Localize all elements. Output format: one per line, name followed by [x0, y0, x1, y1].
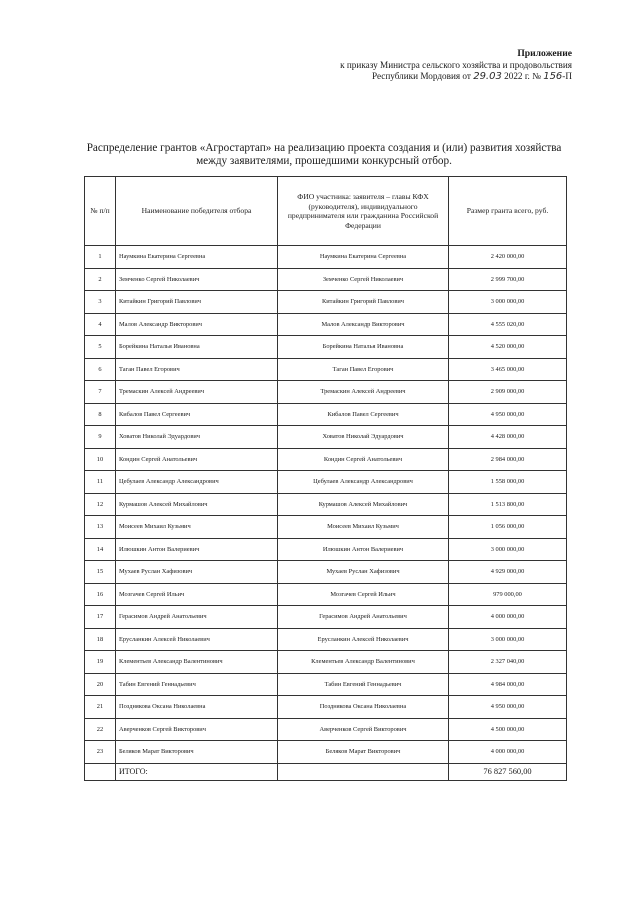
row-num: 2: [85, 268, 116, 291]
row-grant-amount: 2 327 040,00: [449, 651, 567, 674]
appendix-title: Приложение: [517, 48, 572, 59]
row-participant-fio: Цебулаев Александр Александрович: [278, 471, 449, 494]
row-grant-amount: 4 428 000,00: [449, 426, 567, 449]
row-grant-amount: 4 950 000,00: [449, 403, 567, 426]
row-grant-amount: 4 929 000,00: [449, 561, 567, 584]
table-row: [85, 313, 567, 336]
table-row: [85, 268, 567, 291]
row-num: 16: [85, 583, 116, 606]
row-winner-name: Цебулаев Александр Александрович: [116, 471, 278, 494]
table-row: [85, 493, 567, 516]
total-fio-cell: [278, 763, 449, 780]
row-winner-name: Клементьев Александр Валентинович: [116, 651, 278, 674]
row-participant-fio: Беляков Марат Викторович: [278, 741, 449, 764]
header-name: Наименование победителя отбора: [116, 177, 278, 246]
row-grant-amount: 4 950 000,00: [449, 696, 567, 719]
table-row: [85, 606, 567, 629]
row-participant-fio: Мозгачев Сергей Ильич: [278, 583, 449, 606]
table-row: [85, 403, 567, 426]
row-num: 12: [85, 493, 116, 516]
table-row: [85, 291, 567, 314]
row-participant-fio: Аверченков Сергей Викторович: [278, 718, 449, 741]
row-participant-fio: Ерусланкин Алексей Николаевич: [278, 628, 449, 651]
table-row: [85, 246, 567, 269]
row-participant-fio: Малов Александр Викторович: [278, 313, 449, 336]
row-grant-amount: 3 465 000,00: [449, 358, 567, 381]
row-participant-fio: Кондин Сергей Анатольевич: [278, 448, 449, 471]
row-participant-fio: Таган Павел Егорович: [278, 358, 449, 381]
heading-line-2: между заявителями, прошедшими конкурсный отбор.: [196, 155, 452, 167]
row-num: 5: [85, 336, 116, 359]
appendix-order-line: к приказу Министра сельского хозяйства и продовольствия: [340, 59, 572, 70]
row-winner-name: Борейкина Наталья Ивановна: [116, 336, 278, 359]
row-grant-amount: 979 000,00: [449, 583, 567, 606]
appendix-year-text: 2022 г. №: [504, 71, 541, 81]
row-num: 6: [85, 358, 116, 381]
row-num: 1: [85, 246, 116, 269]
row-num: 18: [85, 628, 116, 651]
table-row: [85, 718, 567, 741]
row-winner-name: Малов Александр Викторович: [116, 313, 278, 336]
row-num: 14: [85, 538, 116, 561]
row-winner-name: Земченко Сергей Николаевич: [116, 268, 278, 291]
row-grant-amount: 1 558 000,00: [449, 471, 567, 494]
row-winner-name: Беляков Марат Викторович: [116, 741, 278, 764]
row-num: 20: [85, 673, 116, 696]
row-participant-fio: Табин Евгений Геннадьевич: [278, 673, 449, 696]
row-winner-name: Таган Павел Егорович: [116, 358, 278, 381]
row-grant-amount: 1 513 800,00: [449, 493, 567, 516]
row-winner-name: Табин Евгений Геннадьевич: [116, 673, 278, 696]
row-winner-name: Мозгачев Сергей Ильич: [116, 583, 278, 606]
row-grant-amount: 4 000 000,00: [449, 606, 567, 629]
row-num: 23: [85, 741, 116, 764]
row-grant-amount: 4 500 000,00: [449, 718, 567, 741]
row-winner-name: Герасимов Андрей Анатольевич: [116, 606, 278, 629]
table-row: [85, 538, 567, 561]
row-participant-fio: Ховатов Николай Эдуардович: [278, 426, 449, 449]
table-row: [85, 336, 567, 359]
header-num: № п/п: [85, 177, 116, 246]
row-num: 13: [85, 516, 116, 539]
row-participant-fio: Илюшкин Антон Валериевич: [278, 538, 449, 561]
row-grant-amount: 3 000 000,00: [449, 538, 567, 561]
row-grant-amount: 2 420 000,00: [449, 246, 567, 269]
table-header-row: [85, 177, 567, 246]
row-winner-name: Илюшкин Антон Валериевич: [116, 538, 278, 561]
total-amount: 76 827 560,00: [449, 763, 567, 780]
row-winner-name: Ерусланкин Алексей Николаевич: [116, 628, 278, 651]
row-grant-amount: 4 555 020,00: [449, 313, 567, 336]
table-row: [85, 516, 567, 539]
table-row: [85, 448, 567, 471]
row-participant-fio: Кибалов Павел Сергеевич: [278, 403, 449, 426]
row-grant-amount: 4 520 000,00: [449, 336, 567, 359]
row-num: 19: [85, 651, 116, 674]
table-body: [85, 246, 567, 764]
row-grant-amount: 3 000 000,00: [449, 628, 567, 651]
row-winner-name: Кондин Сергей Анатольевич: [116, 448, 278, 471]
row-winner-name: Аверченков Сергей Викторович: [116, 718, 278, 741]
row-winner-name: Кибалов Павел Сергеевич: [116, 403, 278, 426]
table-row: [85, 471, 567, 494]
row-grant-amount: 4 984 000,00: [449, 673, 567, 696]
row-participant-fio: Клементьев Александр Валентинович: [278, 651, 449, 674]
row-participant-fio: Мухаев Руслан Хафизович: [278, 561, 449, 584]
row-winner-name: Ховатов Николай Эдуардович: [116, 426, 278, 449]
table-row: [85, 628, 567, 651]
row-grant-amount: 2 984 000,00: [449, 448, 567, 471]
row-num: 3: [85, 291, 116, 314]
total-row: [85, 763, 567, 780]
header-fio: ФИО участника: заявителя – главы КФХ (руководителя), индивидуального предпринимателя или гражданина Российской Федерации: [278, 177, 449, 246]
handwritten-date: 29.03: [473, 71, 502, 82]
appendix-date-line: [340, 71, 572, 83]
row-num: 15: [85, 561, 116, 584]
table-row: [85, 651, 567, 674]
table-row: [85, 358, 567, 381]
table-row: [85, 561, 567, 584]
row-num: 21: [85, 696, 116, 719]
row-grant-amount: 3 000 000,00: [449, 291, 567, 314]
appendix-suffix-text: -П: [562, 71, 572, 81]
table-row: [85, 426, 567, 449]
row-participant-fio: Китайкин Григорий Павлович: [278, 291, 449, 314]
row-participant-fio: Позднякова Оксана Николаевна: [278, 696, 449, 719]
header-amount: Размер гранта всего, руб.: [449, 177, 567, 246]
row-participant-fio: Курмашов Алексей Михайлович: [278, 493, 449, 516]
row-grant-amount: 2 999 700,00: [449, 268, 567, 291]
row-grant-amount: 4 000 000,00: [449, 741, 567, 764]
row-participant-fio: Наумкина Екатерина Сергеевна: [278, 246, 449, 269]
row-winner-name: Моисеев Михаил Кузьмич: [116, 516, 278, 539]
row-winner-name: Позднякова Оксана Николаевна: [116, 696, 278, 719]
row-num: 9: [85, 426, 116, 449]
table-row: [85, 696, 567, 719]
row-winner-name: Тремаскин Алексей Андреевич: [116, 381, 278, 404]
table-row: [85, 381, 567, 404]
row-winner-name: Мухаев Руслан Хафизович: [116, 561, 278, 584]
row-num: 4: [85, 313, 116, 336]
appendix-republic-text: Республики Мордовия от: [371, 71, 471, 81]
row-grant-amount: 1 056 000,00: [449, 516, 567, 539]
document-heading: [80, 142, 568, 168]
row-num: 11: [85, 471, 116, 494]
row-winner-name: Китайкин Григорий Павлович: [116, 291, 278, 314]
table-row: [85, 583, 567, 606]
grants-table: [84, 176, 567, 781]
appendix-block: [340, 48, 572, 83]
heading-line-1: Распределение грантов «Агростартап» на реализацию проекта создания и (или) развития хозяйства: [86, 142, 562, 154]
row-participant-fio: Тремаскин Алексей Андреевич: [278, 381, 449, 404]
table-row: [85, 673, 567, 696]
row-participant-fio: Герасимов Андрей Анатольевич: [278, 606, 449, 629]
row-grant-amount: 2 909 000,00: [449, 381, 567, 404]
row-participant-fio: Моисеев Михаил Кузьмич: [278, 516, 449, 539]
row-num: 10: [85, 448, 116, 471]
total-num-cell: [85, 763, 116, 780]
row-num: 22: [85, 718, 116, 741]
row-participant-fio: Земченко Сергей Николаевич: [278, 268, 449, 291]
row-num: 7: [85, 381, 116, 404]
total-label: ИТОГО:: [116, 763, 278, 780]
row-winner-name: Курмашов Алексей Михайлович: [116, 493, 278, 516]
table-row: [85, 741, 567, 764]
handwritten-number: 156: [543, 71, 563, 82]
row-participant-fio: Борейкина Наталья Ивановна: [278, 336, 449, 359]
row-winner-name: Наумкина Екатерина Сергеевна: [116, 246, 278, 269]
row-num: 8: [85, 403, 116, 426]
row-num: 17: [85, 606, 116, 629]
